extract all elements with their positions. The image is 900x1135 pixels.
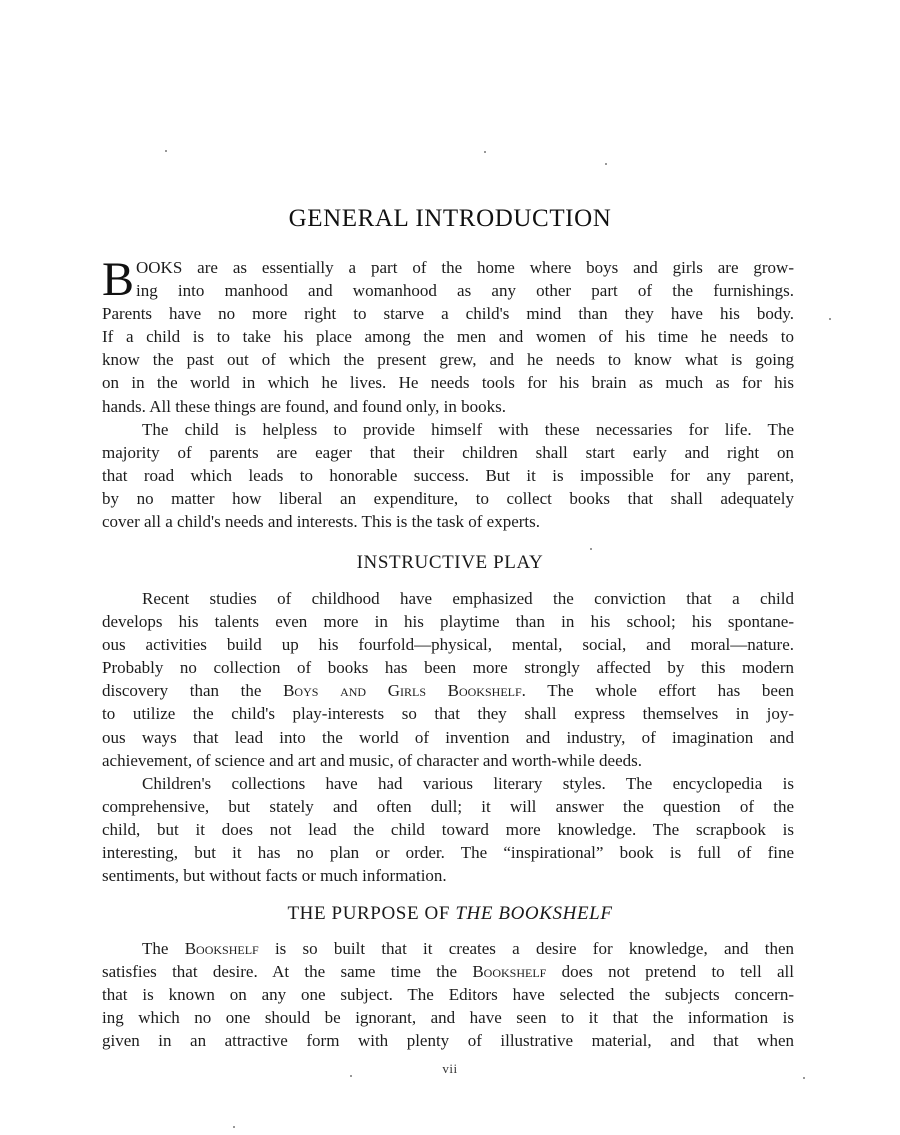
text-line: cover all a child's needs and interests. This is the task of experts.: [102, 512, 541, 532]
text-fragment: The: [142, 939, 169, 958]
scan-speck: [484, 151, 486, 153]
text-line: ous ways that lead into the world of invention and industry, of imagination and: [102, 727, 794, 747]
scan-speck: [165, 150, 167, 152]
page-number: vii: [442, 1061, 458, 1076]
scan-speck: [350, 1075, 352, 1077]
text-line: know the past out of which the present grew, and he needs to know what is going: [102, 350, 794, 370]
text-line: achievement, of science and art and music, of character and worth-while deeds.: [102, 750, 642, 770]
text-line: child, but it does not lead the child toward more knowledge. The scrapbook is: [102, 819, 794, 839]
text-line: that is known on any one subject. The Editors have selected the subjects concern-: [102, 985, 794, 1005]
page-title: GENERAL INTRODUCTION: [288, 205, 612, 232]
scan-speck: [605, 163, 607, 165]
book-title-smallcaps: Boys and Girls Bookshelf: [283, 681, 522, 701]
text-line: Probably no collection of books has been more strongly affected by this modern: [102, 658, 794, 678]
text-line: develops his talents even more in his playtime than in his school; his spontane-: [102, 612, 794, 632]
text-line: hands. All these things are found, and found only, in books.: [102, 396, 507, 416]
text-fragment: satisfies that desire. At the same time the: [102, 962, 458, 982]
bookshelf-smallcaps: Bookshelf: [472, 962, 547, 982]
text-line: majority of parents are eager that their children shall start early and right on: [102, 442, 794, 462]
text-line: OOKS are as essentially a part of the home where boys and girls are grow-: [136, 258, 794, 277]
text-line: Parents have no more right to starve a child's mind than they have his body.: [102, 304, 794, 324]
text-line: ous activities build up his fourfold—physical, mental, social, and moral—nature.: [102, 635, 794, 655]
heading-prefix: THE PURPOSE OF: [287, 903, 450, 924]
text-line: ing which no one should be ignorant, and have seen to it that the information is: [102, 1008, 794, 1028]
text-line: Recent studies of childhood have emphasized the conviction that a child: [142, 589, 794, 608]
section-heading-instructive-play: INSTRUCTIVE PLAY: [356, 552, 544, 573]
text-fragment: discovery than the: [102, 681, 262, 701]
text-line: sentiments, but without facts or much information.: [102, 866, 447, 886]
heading-italic: THE BOOKSHELF: [455, 903, 613, 924]
section-heading-purpose: [0, 903, 900, 925]
scan-speck: [233, 1126, 235, 1128]
text-line: comprehensive, but stately and often dull; it will answer the question of the: [102, 796, 794, 816]
text-line: Children's collections have had various literary styles. The encyclopedia is: [142, 773, 794, 793]
intro-text: [102, 253, 794, 533]
text-line: to utilize the child's play-interests so that they shall express themselves in joy-: [102, 704, 794, 724]
purpose-text: [102, 937, 794, 1052]
bookshelf-smallcaps: Bookshelf: [184, 939, 259, 958]
drop-cap: B: [102, 253, 135, 306]
text-line: If a child is to take his place among the men and women of his time he needs to: [102, 327, 794, 347]
text-fragment: does not pretend to tell all: [561, 962, 794, 982]
scan-speck: [803, 1077, 805, 1079]
text-line: [102, 679, 794, 702]
scan-speck: [829, 318, 831, 320]
text-line: The child is helpless to provide himself with these necessaries for life. The: [142, 419, 794, 439]
instructive-play-text: [102, 587, 794, 887]
text-line: given in an attractive form with plenty of illustrative material, and that when: [102, 1031, 794, 1051]
text-line: ing into manhood and womanhood as any other part of the furnishings.: [136, 281, 794, 301]
text-line: interesting, but it has no plan or order. The “inspirational” book is full of fine: [102, 843, 794, 863]
text-fragment: . The whole effort has been: [521, 681, 794, 701]
text-line: [102, 960, 794, 983]
text-fragment: is so built that it creates a desire for knowledge, and then: [274, 939, 795, 958]
scan-speck: [590, 548, 592, 550]
text-line: by no matter how liberal an expenditure, to collect books that shall adequately: [102, 488, 794, 508]
text-line: on in the world in which he lives. He needs tools for his brain as much as for his: [102, 373, 794, 393]
text-line: that road which leads to honorable success. But it is impossible for any parent,: [102, 465, 794, 485]
text-line: [102, 937, 794, 960]
